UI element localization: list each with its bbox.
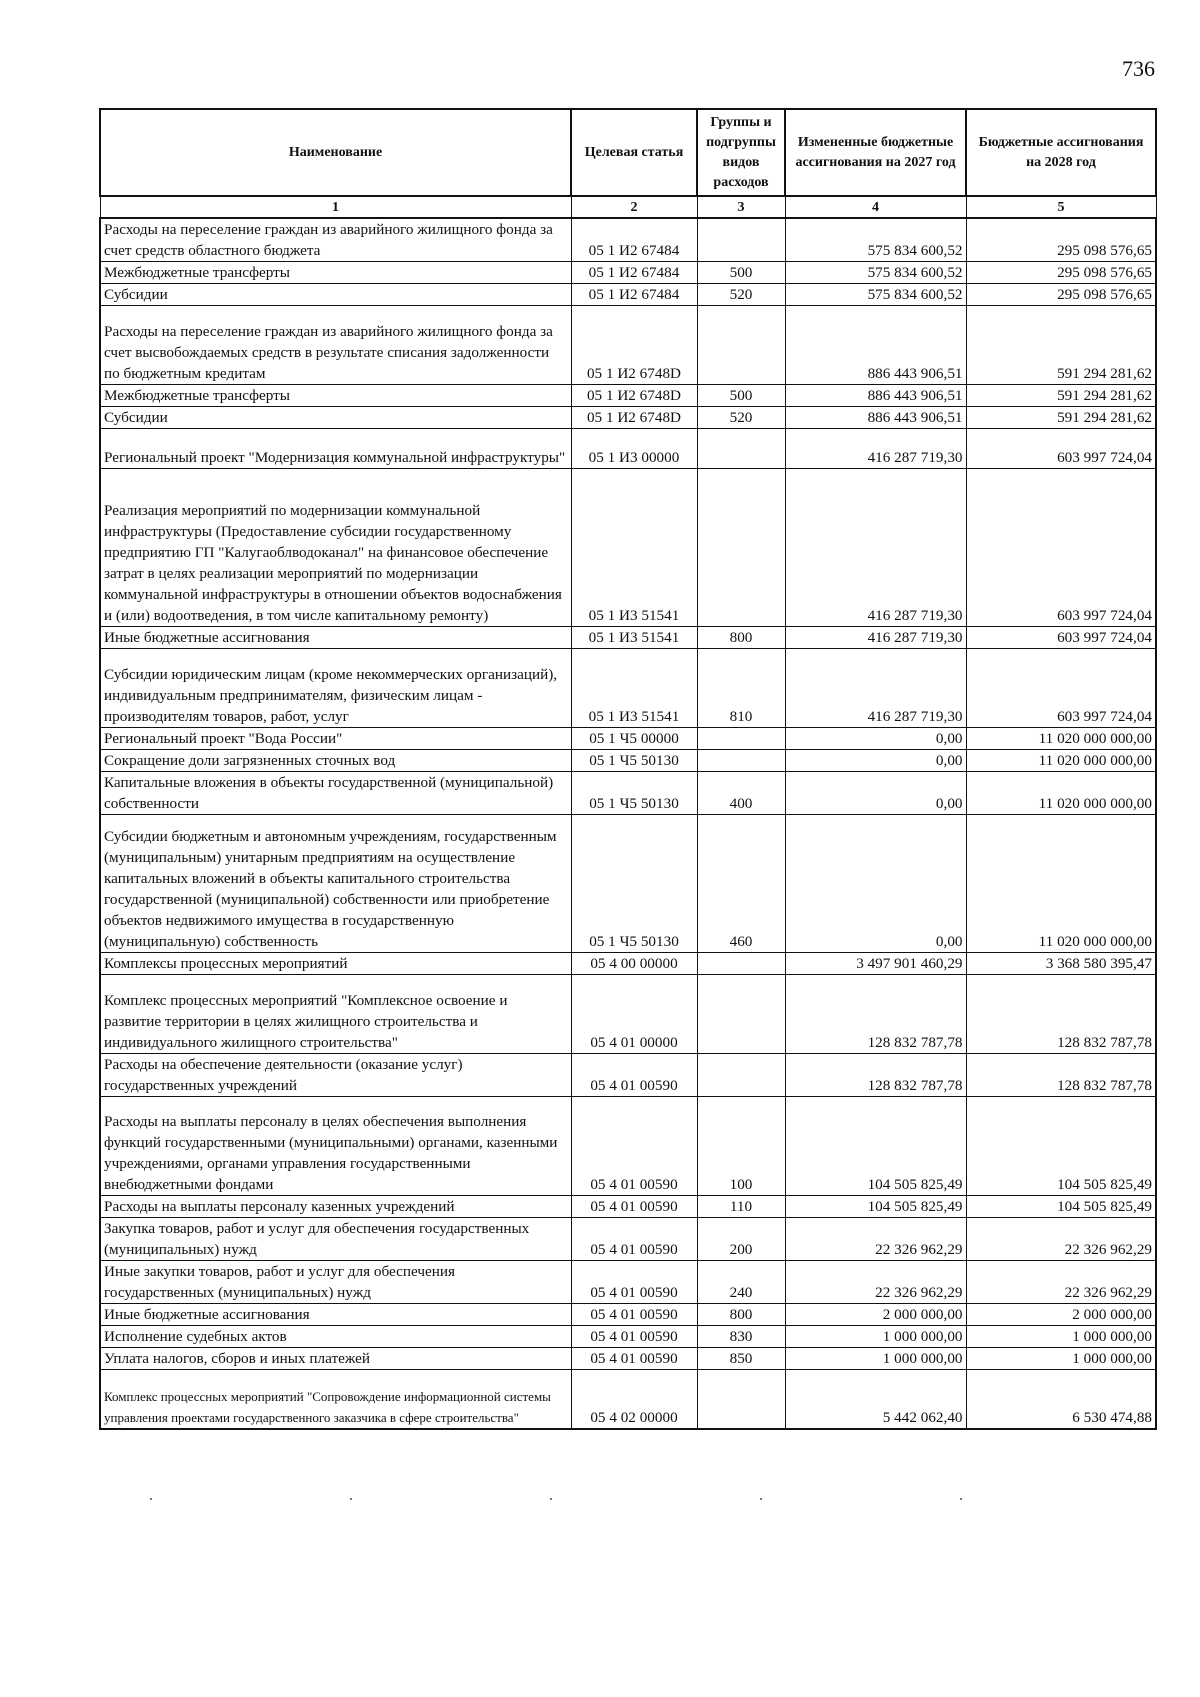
row-expense-group: 520 bbox=[697, 284, 785, 306]
row-expense-group: 460 bbox=[697, 815, 785, 953]
row-sum-2028: 295 098 576,65 bbox=[966, 284, 1156, 306]
row-target-code: 05 1 И2 6748D bbox=[571, 407, 697, 429]
table-row bbox=[100, 1304, 1156, 1326]
row-sum-2028: 295 098 576,65 bbox=[966, 218, 1156, 262]
row-sum-2028: 603 997 724,04 bbox=[966, 627, 1156, 649]
row-sum-2028: 591 294 281,62 bbox=[966, 306, 1156, 385]
column-number: 1 bbox=[100, 196, 571, 218]
row-target-code: 05 4 01 00590 bbox=[571, 1304, 697, 1326]
row-sum-2027: 22 326 962,29 bbox=[785, 1261, 966, 1304]
row-target-code: 05 1 И3 00000 bbox=[571, 429, 697, 469]
row-sum-2027: 1 000 000,00 bbox=[785, 1348, 966, 1370]
header-sum-2027: Измененные бюджетные ассигнования на 2027 год bbox=[785, 109, 966, 196]
row-expense-group bbox=[697, 1054, 785, 1097]
row-expense-group: 200 bbox=[697, 1218, 785, 1261]
row-sum-2028: 603 997 724,04 bbox=[966, 649, 1156, 728]
row-name: Региональный проект "Модернизация коммунальной инфраструктуры" bbox=[100, 429, 571, 469]
row-sum-2027: 886 443 906,51 bbox=[785, 306, 966, 385]
header-sum-2028: Бюджетные ассигнования на 2028 год bbox=[966, 109, 1156, 196]
row-sum-2027: 416 287 719,30 bbox=[785, 649, 966, 728]
row-sum-2027: 104 505 825,49 bbox=[785, 1196, 966, 1218]
table-row bbox=[100, 262, 1156, 284]
row-target-code: 05 1 И2 67484 bbox=[571, 262, 697, 284]
table-row bbox=[100, 1261, 1156, 1304]
table-row bbox=[100, 649, 1156, 728]
row-expense-group: 240 bbox=[697, 1261, 785, 1304]
row-sum-2028: 603 997 724,04 bbox=[966, 469, 1156, 627]
table-row bbox=[100, 627, 1156, 649]
row-target-code: 05 4 01 00590 bbox=[571, 1348, 697, 1370]
row-target-code: 05 1 Ч5 00000 bbox=[571, 728, 697, 750]
row-expense-group bbox=[697, 953, 785, 975]
row-sum-2027: 104 505 825,49 bbox=[785, 1097, 966, 1196]
row-expense-group: 520 bbox=[697, 407, 785, 429]
row-sum-2028: 11 020 000 000,00 bbox=[966, 728, 1156, 750]
row-expense-group: 850 bbox=[697, 1348, 785, 1370]
row-name: Расходы на переселение граждан из аварийного жилищного фонда за счет высвобождаемых средств в результате списания задолженности по бюджетным кредитам bbox=[100, 306, 571, 385]
row-expense-group: 110 bbox=[697, 1196, 785, 1218]
row-expense-group: 800 bbox=[697, 1304, 785, 1326]
row-sum-2028: 104 505 825,49 bbox=[966, 1097, 1156, 1196]
row-sum-2027: 886 443 906,51 bbox=[785, 407, 966, 429]
row-name: Капитальные вложения в объекты государственной (муниципальной) собственности bbox=[100, 772, 571, 815]
row-name: Уплата налогов, сборов и иных платежей bbox=[100, 1348, 571, 1370]
table-row bbox=[100, 728, 1156, 750]
row-target-code: 05 4 02 00000 bbox=[571, 1370, 697, 1429]
row-sum-2028: 11 020 000 000,00 bbox=[966, 750, 1156, 772]
row-sum-2028: 22 326 962,29 bbox=[966, 1218, 1156, 1261]
row-sum-2028: 22 326 962,29 bbox=[966, 1261, 1156, 1304]
column-number: 3 bbox=[697, 196, 785, 218]
column-number: 2 bbox=[571, 196, 697, 218]
row-name: Иные закупки товаров, работ и услуг для обеспечения государственных (муниципальных) нужд bbox=[100, 1261, 571, 1304]
table-row bbox=[100, 306, 1156, 385]
row-sum-2028: 2 000 000,00 bbox=[966, 1304, 1156, 1326]
row-sum-2028: 11 020 000 000,00 bbox=[966, 772, 1156, 815]
row-sum-2028: 1 000 000,00 bbox=[966, 1348, 1156, 1370]
row-expense-group: 500 bbox=[697, 385, 785, 407]
column-number: 5 bbox=[966, 196, 1156, 218]
table-row bbox=[100, 1218, 1156, 1261]
page-number: 736 bbox=[1122, 56, 1155, 81]
row-target-code: 05 4 00 00000 bbox=[571, 953, 697, 975]
row-name: Иные бюджетные ассигнования bbox=[100, 627, 571, 649]
row-name: Субсидии юридическим лицам (кроме некоммерческих организаций), индивидуальным предпринимателям, физическим лицам - производителям товаров, работ, услуг bbox=[100, 649, 571, 728]
table-row bbox=[100, 284, 1156, 306]
table-row bbox=[100, 1054, 1156, 1097]
row-target-code: 05 1 Ч5 50130 bbox=[571, 750, 697, 772]
header-code: Целевая статья bbox=[571, 109, 697, 196]
row-sum-2028: 3 368 580 395,47 bbox=[966, 953, 1156, 975]
row-name: Субсидии бюджетным и автономным учреждениям, государственным (муниципальным) унитарным предприятиям на осуществление капитальных вложений в объекты капитального строительства государственной (муниципальной) собственности или приобретение объектов недвижимого имущества в государственную (муниципальную) собственность bbox=[100, 815, 571, 953]
row-name: Комплекс процессных мероприятий "Сопровождение информационной системы управления проектами государственного заказчика в сфере строительства" bbox=[100, 1370, 571, 1429]
row-sum-2028: 128 832 787,78 bbox=[966, 975, 1156, 1054]
table-row bbox=[100, 975, 1156, 1054]
budget-table bbox=[99, 108, 1157, 1430]
row-target-code: 05 4 01 00590 bbox=[571, 1261, 697, 1304]
row-sum-2028: 6 530 474,88 bbox=[966, 1370, 1156, 1429]
row-sum-2028: 11 020 000 000,00 bbox=[966, 815, 1156, 953]
row-sum-2028: 1 000 000,00 bbox=[966, 1326, 1156, 1348]
row-sum-2027: 416 287 719,30 bbox=[785, 627, 966, 649]
row-target-code: 05 1 И2 6748D bbox=[571, 385, 697, 407]
row-target-code: 05 4 01 00590 bbox=[571, 1326, 697, 1348]
header-name: Наименование bbox=[100, 109, 571, 196]
row-sum-2028: 603 997 724,04 bbox=[966, 429, 1156, 469]
row-sum-2028: 128 832 787,78 bbox=[966, 1054, 1156, 1097]
row-target-code: 05 4 01 00000 bbox=[571, 975, 697, 1054]
row-expense-group bbox=[697, 750, 785, 772]
header-row bbox=[100, 109, 1156, 196]
row-sum-2027: 575 834 600,52 bbox=[785, 262, 966, 284]
row-expense-group: 810 bbox=[697, 649, 785, 728]
scan-specks bbox=[140, 1498, 1060, 1502]
row-target-code: 05 1 И3 51541 bbox=[571, 649, 697, 728]
row-sum-2027: 0,00 bbox=[785, 750, 966, 772]
row-target-code: 05 1 Ч5 50130 bbox=[571, 772, 697, 815]
row-sum-2027: 1 000 000,00 bbox=[785, 1326, 966, 1348]
table-row bbox=[100, 1348, 1156, 1370]
table-row bbox=[100, 1196, 1156, 1218]
row-name: Расходы на переселение граждан из аварийного жилищного фонда за счет средств областного бюджета bbox=[100, 218, 571, 262]
row-name: Иные бюджетные ассигнования bbox=[100, 1304, 571, 1326]
row-name: Расходы на выплаты персоналу в целях обеспечения выполнения функций государственными (муниципальными) органами, казенными учреждениями, органами управления государственными внебюджетными фондами bbox=[100, 1097, 571, 1196]
row-name: Межбюджетные трансферты bbox=[100, 262, 571, 284]
row-target-code: 05 1 Ч5 50130 bbox=[571, 815, 697, 953]
table-row bbox=[100, 218, 1156, 262]
row-sum-2028: 591 294 281,62 bbox=[966, 385, 1156, 407]
row-target-code: 05 1 И2 67484 bbox=[571, 218, 697, 262]
row-sum-2027: 128 832 787,78 bbox=[785, 1054, 966, 1097]
row-target-code: 05 4 01 00590 bbox=[571, 1196, 697, 1218]
row-sum-2028: 591 294 281,62 bbox=[966, 407, 1156, 429]
table-row bbox=[100, 953, 1156, 975]
table-row bbox=[100, 429, 1156, 469]
row-target-code: 05 1 И2 6748D bbox=[571, 306, 697, 385]
row-sum-2027: 128 832 787,78 bbox=[785, 975, 966, 1054]
row-target-code: 05 1 И3 51541 bbox=[571, 469, 697, 627]
row-sum-2027: 886 443 906,51 bbox=[785, 385, 966, 407]
row-sum-2027: 3 497 901 460,29 bbox=[785, 953, 966, 975]
table-row bbox=[100, 385, 1156, 407]
row-expense-group: 400 bbox=[697, 772, 785, 815]
row-target-code: 05 1 И3 51541 bbox=[571, 627, 697, 649]
row-name: Расходы на обеспечение деятельности (оказание услуг) государственных учреждений bbox=[100, 1054, 571, 1097]
row-target-code: 05 4 01 00590 bbox=[571, 1054, 697, 1097]
row-target-code: 05 1 И2 67484 bbox=[571, 284, 697, 306]
table-row bbox=[100, 469, 1156, 627]
row-expense-group bbox=[697, 429, 785, 469]
row-name: Комплексы процессных мероприятий bbox=[100, 953, 571, 975]
table-row bbox=[100, 1326, 1156, 1348]
row-expense-group bbox=[697, 728, 785, 750]
row-sum-2028: 295 098 576,65 bbox=[966, 262, 1156, 284]
row-sum-2027: 416 287 719,30 bbox=[785, 469, 966, 627]
header-group: Группы и подгруппы видов расходов bbox=[697, 109, 785, 196]
row-name: Реализация мероприятий по модернизации коммунальной инфраструктуры (Предоставление субсидии государственному предприятию ГП "Калугаоблводоканал" на финансовое обеспечение затрат в целях реализации мероприятий по модернизации коммунальной инфраструктуры в отношении объектов водоснабжения и (или) водоотведения, в том числе капитальному ремонту) bbox=[100, 469, 571, 627]
row-name: Закупка товаров, работ и услуг для обеспечения государственных (муниципальных) нужд bbox=[100, 1218, 571, 1261]
row-expense-group: 830 bbox=[697, 1326, 785, 1348]
row-name: Субсидии bbox=[100, 407, 571, 429]
row-target-code: 05 4 01 00590 bbox=[571, 1218, 697, 1261]
row-name: Исполнение судебных актов bbox=[100, 1326, 571, 1348]
row-name: Региональный проект "Вода России" bbox=[100, 728, 571, 750]
row-expense-group bbox=[697, 218, 785, 262]
row-name: Сокращение доли загрязненных сточных вод bbox=[100, 750, 571, 772]
row-expense-group: 500 bbox=[697, 262, 785, 284]
row-sum-2027: 0,00 bbox=[785, 728, 966, 750]
row-expense-group: 100 bbox=[697, 1097, 785, 1196]
column-number-row bbox=[100, 196, 1156, 218]
table-row bbox=[100, 772, 1156, 815]
row-sum-2027: 416 287 719,30 bbox=[785, 429, 966, 469]
row-sum-2027: 575 834 600,52 bbox=[785, 284, 966, 306]
row-sum-2027: 22 326 962,29 bbox=[785, 1218, 966, 1261]
row-sum-2027: 5 442 062,40 bbox=[785, 1370, 966, 1429]
table-row bbox=[100, 407, 1156, 429]
table-row bbox=[100, 1097, 1156, 1196]
row-expense-group bbox=[697, 469, 785, 627]
row-name: Расходы на выплаты персоналу казенных учреждений bbox=[100, 1196, 571, 1218]
table-row bbox=[100, 750, 1156, 772]
row-name: Субсидии bbox=[100, 284, 571, 306]
row-name: Межбюджетные трансферты bbox=[100, 385, 571, 407]
row-sum-2027: 2 000 000,00 bbox=[785, 1304, 966, 1326]
row-sum-2027: 0,00 bbox=[785, 772, 966, 815]
row-expense-group bbox=[697, 306, 785, 385]
row-expense-group bbox=[697, 975, 785, 1054]
row-expense-group: 800 bbox=[697, 627, 785, 649]
row-sum-2027: 0,00 bbox=[785, 815, 966, 953]
table-body bbox=[100, 218, 1156, 1429]
row-expense-group bbox=[697, 1370, 785, 1429]
row-sum-2027: 575 834 600,52 bbox=[785, 218, 966, 262]
row-name: Комплекс процессных мероприятий "Комплексное освоение и развитие территории в целях жилищного строительства и индивидуального жилищного строительства" bbox=[100, 975, 571, 1054]
row-sum-2028: 104 505 825,49 bbox=[966, 1196, 1156, 1218]
table-row bbox=[100, 1370, 1156, 1429]
column-number: 4 bbox=[785, 196, 966, 218]
table-row bbox=[100, 815, 1156, 953]
row-target-code: 05 4 01 00590 bbox=[571, 1097, 697, 1196]
